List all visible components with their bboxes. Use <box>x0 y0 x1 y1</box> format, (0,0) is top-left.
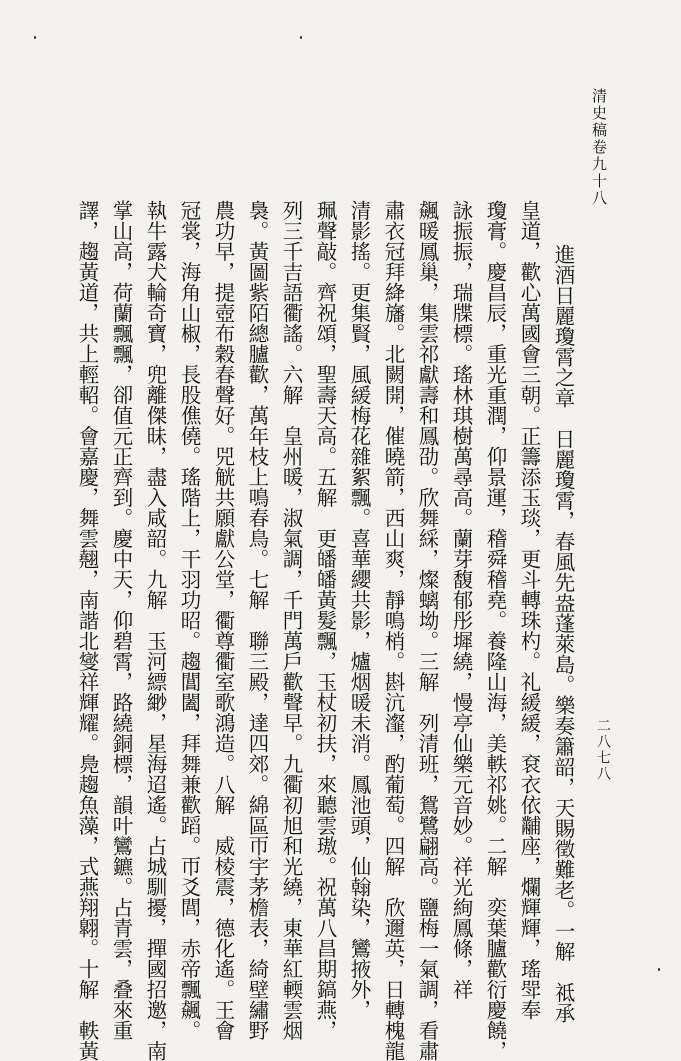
text-column: 珮聲敲。齊祝頌，聖壽天高。五解 更皤皤黃髮飄，玉杖初扶，來聽雲璈。祝萬八昌期鎬燕， <box>313 200 337 1041</box>
text-column: 掌山高，荷蘭飄飄，卻值元正齊到。慶中天，仰碧霄，路繞銅標，韻叶鸞鑣。占青雲，叠來重 <box>109 200 133 1041</box>
text-column: 列三千吉語衢謠。六解 皇州暖，淑氣調，千門萬戶歡聲早。九衢初旭和光繞，東華紅輭雲烟 <box>279 200 303 1041</box>
text-column: 農功早，提壺布穀春聲好。兕觥共願獻公堂，衢尊衢室歌鴻造。八解 威棱震，德化遙。王會 <box>211 200 235 1041</box>
text-column: 執牛露犬輪奇寶，兜離傑昧，盡入咸韶。九解 玉河縹緲，星海迢遙。占城馴擾，撣國招邀，南 <box>143 200 167 1061</box>
text-column: 清影搖。更集賢，風緩梅花雜絮飄。喜華纓共影，爐烟暖未消。鳳池頭，仙翰染，鸞掖外， <box>347 200 371 1020</box>
text-column: 瓊膏。慶昌辰，重光重潤，仰景運，稽舜稽堯。養隆山海，美軼祁姚。二解 奕葉臚歡衍慶饒， <box>483 200 507 1061</box>
print-speck <box>300 36 302 39</box>
text-column: 皇道，歡心萬國會三朝。正籌添玉琰，更斗轉珠杓。礼緩緩，袞衣依黼座，爛輝輝，瑤斝奉 <box>517 200 541 1020</box>
text-column: 譯，趨黃道，共上輕軺。會嘉慶，舞雲翹，南諧北燮祥輝耀。鳧趨魚藻，式燕翔翺。十解 軼黃 <box>75 200 99 1061</box>
text-column: 裊。黃圖紫陌總臚歡，萬年枝上鳴春鳥。七解 聯三殿，達四郊。綿區帀宇茅檐表，綺壁繡野 <box>245 200 269 1041</box>
text-column: 詠振振，瑞牒標。瑤林琪樹萬尋高。蘭芽馥郁彤墀繞，慢亭仙樂元音妙。祥光絢鳳條，祥 <box>449 200 473 1000</box>
text-column: 飆暖鳳巢，集雲祁獻壽和鳳劭。欣舞綵，燦螭坳。三解 列清班，鴛鷺翩高。鹽梅一氣調，看肅 <box>415 200 439 1061</box>
print-speck <box>34 36 36 39</box>
print-speck <box>658 968 660 971</box>
page-number: 二八七八 <box>595 718 611 782</box>
running-head: 清史稿卷九十八 <box>590 88 608 207</box>
text-column: 冠裳，海角山椒，長股僬僥。瑤階上，干羽功昭。趨閶闔，拜舞兼歡蹈。帀爻閭，赤帝飄飆。 <box>177 200 201 1041</box>
text-column: 肅衣冠拜絳旛。北闕開，催曉箭，西山爽，靜鳴梢。斟沆瀣，酌葡萄。四解 欣邇英，日轉槐龍 <box>381 200 405 1061</box>
text-column: 進酒日麗瓊霄之章 日麗瓊霄，春風先盎蓬萊島。樂奏簫韶，天賜徵難老。一解 祗承 <box>551 244 575 1023</box>
